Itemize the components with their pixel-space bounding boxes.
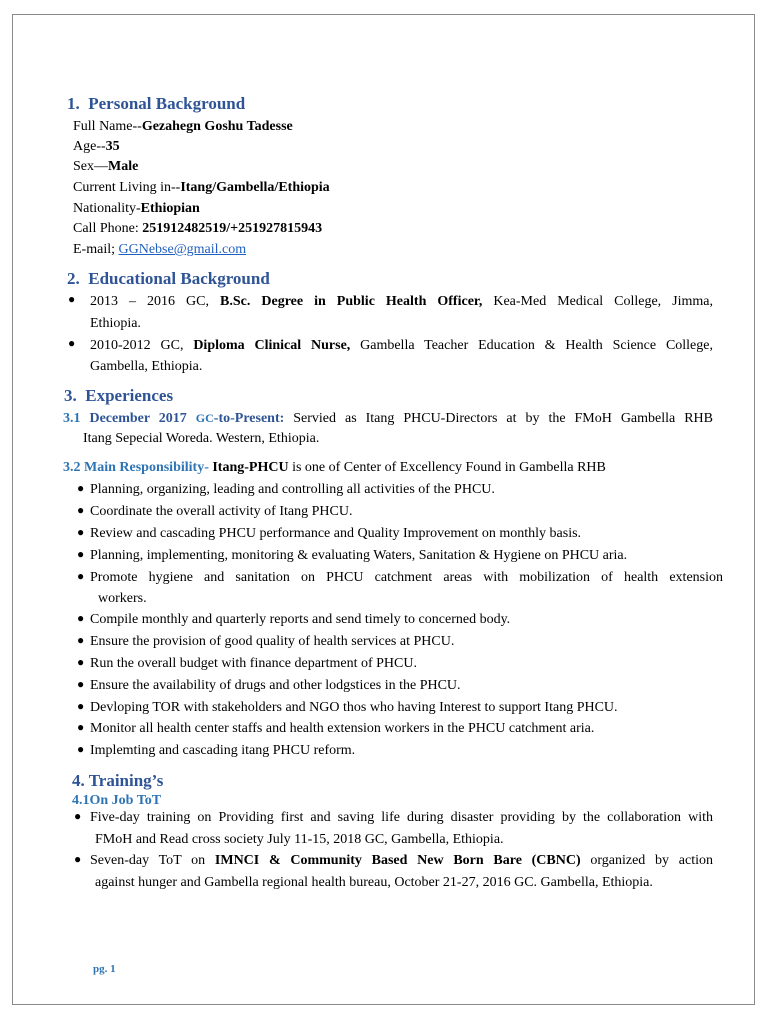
phone-value: 251912482519/+251927815943 (142, 221, 323, 236)
nationality-label: Nationality- (73, 201, 141, 216)
sex-line (73, 158, 138, 176)
phone-label: Call Phone: (73, 221, 143, 236)
experience-date-gc: GC (195, 411, 214, 425)
bullet-icon: ● (74, 852, 82, 866)
experience-description: Servied as Itang PHCU-Directors at by the FMoH Gambella RHB (284, 411, 713, 426)
education-item-2-line2: Gambella, Ethiopia. (90, 359, 203, 374)
page-number: pg. 1 (93, 963, 116, 975)
list-item: Coordinate the overall activity of Itang PHCU. (90, 504, 353, 519)
education-item-institution: Gambella Teacher Education & Health Science College, (350, 338, 713, 353)
education-item-2-line1 (90, 337, 713, 355)
experience-3-1-line2: Itang Sepecial Woreda. Western, Ethiopia. (83, 431, 320, 446)
section-title: Experiences (85, 386, 174, 405)
education-item-1-line2: Ethiopia. (90, 316, 141, 331)
living-line (73, 179, 330, 197)
list-item: Ensure the availability of drugs and other lodgstices in the PHCU. (90, 678, 461, 693)
section-title: Personal Background (88, 94, 246, 113)
section-heading-training (72, 771, 163, 791)
full-name-label: Full Name-- (73, 119, 142, 134)
list-item: Promote hygiene and sanitation on PHCU catchment areas with mobilization of health extension (90, 570, 723, 585)
experience-date-start: December 2017 (89, 411, 196, 426)
bullet-icon: ● (77, 655, 85, 669)
living-value: Itang/Gambella/Ethiopia (180, 180, 330, 195)
bullet-icon: ● (77, 547, 85, 561)
education-item-degree: Diploma Clinical Nurse, (193, 338, 351, 353)
training-item-2-line2: against hunger and Gambella regional health bureau, October 21-27, 2016 GC. Gambella, Ethiopia. (95, 875, 653, 890)
section-title: Educational Background (88, 269, 270, 288)
bullet-icon: ● (68, 336, 76, 350)
email-link[interactable]: GGNebse@gmail.com (118, 242, 247, 257)
training-item-2-line1 (90, 852, 713, 870)
nationality-value: Ethiopian (140, 201, 200, 216)
sex-value: Male (108, 159, 139, 174)
age-line (73, 138, 120, 156)
bullet-icon: ● (77, 611, 85, 625)
bullet-icon: ● (68, 292, 76, 306)
list-item: Compile monthly and quarterly reports and send timely to concerned body. (90, 612, 511, 627)
section-number: 1. (67, 94, 80, 113)
list-item: Ensure the provision of good quality of health services at PHCU. (90, 634, 455, 649)
education-item-degree: B.Sc. Degree in Public Health Officer, (220, 294, 483, 309)
education-item-1-line1 (90, 293, 713, 311)
section-title: Training’s (88, 771, 164, 790)
responsibility-intro: is one of Center of Excellency Found in Gambella RHB (288, 460, 606, 475)
email-label: E-mail; (73, 242, 119, 257)
bullet-icon: ● (77, 525, 85, 539)
subsection-number: 3.2 (63, 460, 81, 475)
experience-date-end: -to-Present: (213, 411, 285, 426)
phone-line (73, 220, 322, 238)
training-item-rest: organized by action (580, 853, 713, 868)
bullet-icon: ● (77, 569, 85, 583)
bullet-icon: ● (74, 809, 82, 823)
list-item: Planning, implementing, monitoring & evaluating Waters, Sanitation & Hygiene on PHCU aria. (90, 548, 628, 563)
responsibility-label: Main Responsibility- (84, 460, 209, 475)
experience-3-1-line1 (63, 409, 713, 428)
age-label: Age-- (73, 139, 106, 154)
list-item-continuation: workers. (98, 591, 147, 606)
list-item: Planning, organizing, leading and controlling all activities of the PHCU. (90, 482, 495, 497)
section-heading-experiences (64, 386, 173, 406)
section-number: 2. (67, 269, 80, 288)
subsection-title: On Job ToT (89, 793, 162, 808)
age-value: 35 (105, 139, 120, 154)
full-name-line (73, 118, 293, 136)
list-item: Monitor all health center staffs and health extension workers in the PHCU catchment aria. (90, 721, 595, 736)
training-item-1-line1: Five-day training on Providing first and saving life during disaster providing by the collaboration with (90, 810, 713, 825)
subsection-number: 4.1 (72, 793, 90, 808)
list-item: Devloping TOR with stakeholders and NGO thos who having Interest to support Itang PHCU. (90, 700, 618, 715)
nationality-line (73, 200, 200, 218)
education-item-lead: 2010-2012 GC, (90, 338, 194, 353)
section-heading-personal (67, 94, 245, 114)
living-label: Current Living in-- (73, 180, 181, 195)
list-item: Run the overall budget with finance department of PHCU. (90, 656, 417, 671)
training-item-1-line2: FMoH and Read cross society July 11-15, 2018 GC, Gambella, Ethiopia. (95, 832, 504, 847)
section-number: 3. (64, 386, 77, 405)
section-number: 4. (72, 771, 85, 790)
training-4-1-heading (72, 792, 161, 810)
list-item: Implemting and cascading itang PHCU reform. (90, 743, 356, 758)
education-item-institution: Kea-Med Medical College, Jimma, (482, 294, 714, 309)
training-item-lead: Seven-day ToT on (90, 853, 215, 868)
experience-3-2-heading (63, 459, 606, 477)
training-item-title: IMNCI & Community Based New Born Bare (CBNC) (214, 853, 581, 868)
full-name-value: Gezahegn Goshu Tadesse (141, 119, 293, 134)
bullet-icon: ● (77, 720, 85, 734)
section-heading-education (67, 269, 270, 289)
responsibility-org: Itang-PHCU (208, 460, 289, 475)
sex-label: Sex— (73, 159, 108, 174)
bullet-icon: ● (77, 677, 85, 691)
bullet-icon: ● (77, 503, 85, 517)
bullet-icon: ● (77, 633, 85, 647)
education-item-lead: 2013 – 2016 GC, (90, 294, 221, 309)
list-item: Review and cascading PHCU performance and Quality Improvement on monthly basis. (90, 526, 582, 541)
bullet-icon: ● (77, 699, 85, 713)
email-line (73, 241, 246, 259)
subsection-number: 3.1 (63, 411, 81, 426)
bullet-icon: ● (77, 742, 85, 756)
bullet-icon: ● (77, 481, 85, 495)
